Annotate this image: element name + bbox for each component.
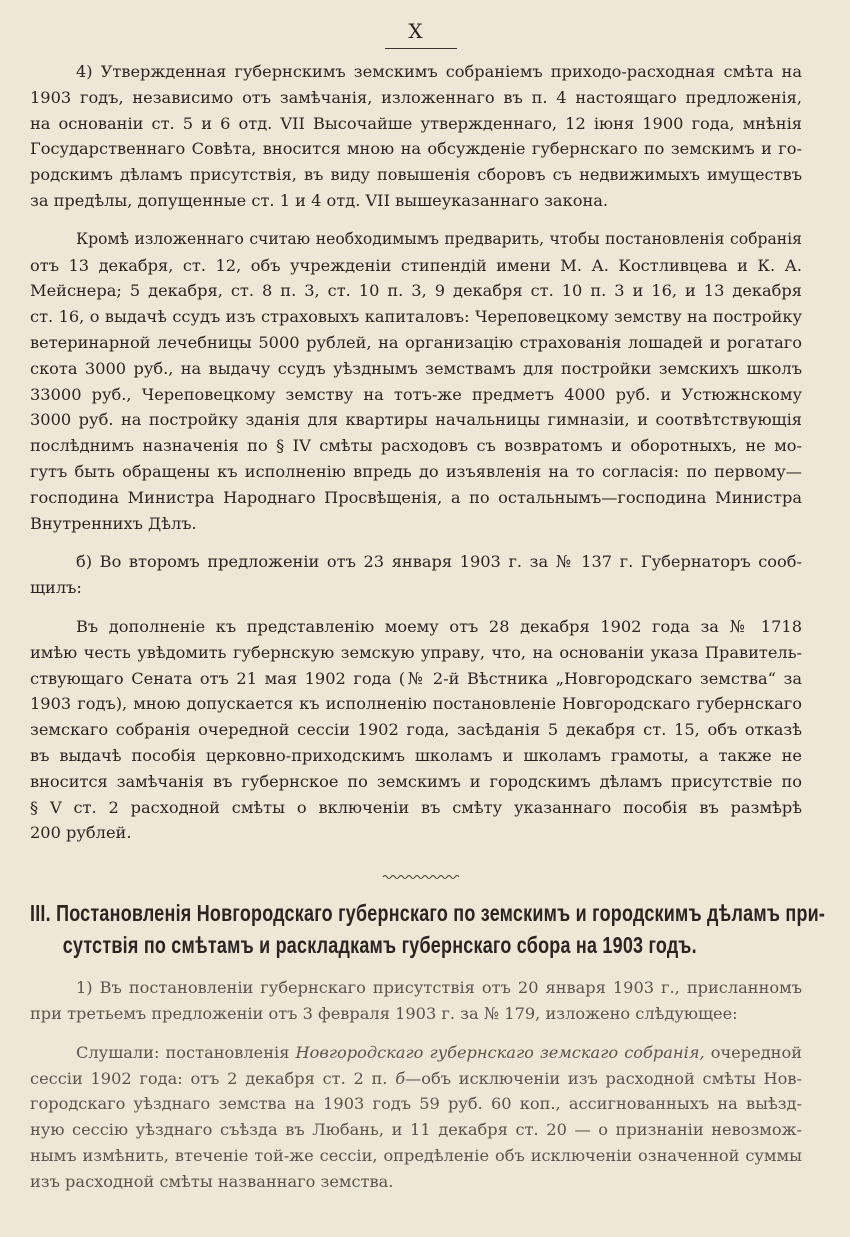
text-line: Кромѣ изложеннаго считаю необходимымъ предварить, чтобы постановленія собранія bbox=[76, 229, 802, 248]
heading-line: III. Постановленія Новгородскаго губернскаго по земскимъ и городскимъ дѣламъ при- bbox=[30, 900, 826, 927]
text-line: щилъ: bbox=[30, 578, 82, 598]
text-line: гутъ быть обращены къ исполненію впредь до изъявленія на то согласія: по первому— bbox=[30, 461, 802, 481]
text-line bbox=[30, 1066, 802, 1092]
text-line: ветеринарной лечебницы 5000 рублей, на организацію страхованія лошадей и рогатаго bbox=[30, 332, 802, 352]
text-line: родскимъ дѣламъ присутствія, въ виду повышенія сборовъ съ недвижимыхъ имуществъ bbox=[30, 165, 802, 185]
page-number: X bbox=[408, 19, 424, 43]
text-line bbox=[30, 1040, 802, 1066]
text-line: Внутреннихъ Дѣлъ. bbox=[30, 513, 197, 533]
italic-run: Новгородскаго губернскаго земскаго собранія, bbox=[295, 1042, 705, 1062]
text-line: господина Министра Народнаго Просвѣщенія, а по остальнымъ—господина Министра bbox=[30, 487, 802, 507]
page-number-rule bbox=[385, 48, 457, 49]
text-line: въ выдачѣ пособія церковно-приходскимъ школамъ и школамъ грамоты, а также не bbox=[30, 745, 802, 765]
text-line: 3000 руб. на постройку зданія для квартиры начальницы гимназіи, и соотвѣтствующія bbox=[30, 410, 802, 430]
text-line: 33000 руб., Череповецкому земству на тотъ-же предметъ 4000 руб. и Устюжнскому bbox=[30, 384, 802, 404]
section-heading bbox=[30, 897, 826, 961]
text-line: Въ дополненіе къ представленію моему отъ 28 декабря 1902 года за № 1718 bbox=[76, 616, 802, 636]
text-run: Слушали: постановленія bbox=[76, 1042, 290, 1062]
text-line: при третьемъ предложеніи отъ 3 февраля 1903 г. за № 179, изложено слѣдующее: bbox=[30, 1003, 738, 1023]
text-run: сессіи 1902 года: отъ 2 декабря ст. 2 п. bbox=[30, 1068, 388, 1088]
text-line: земскаго собранія очередной сессіи 1902 года, засѣданія 5 декабря ст. 15, объ отказѣ bbox=[30, 720, 802, 740]
text-line: отъ 13 декабря, ст. 12, объ учрежденіи стипендій имени М. А. Костливцева и К. А. bbox=[30, 255, 802, 275]
text-line: 1903 годъ), мною допускается къ исполненію постановленіе Новгородскаго губернскаго bbox=[30, 694, 802, 714]
text-line: Мейснера; 5 декабря, ст. 8 п. 3, ст. 10 п. 3, 9 декабря ст. 10 п. 3 и 16, и 13 декабря bbox=[30, 281, 802, 301]
text-line: имѣю честь увѣдомить губернскую земскую управу, что, на основаніи указа Правитель- bbox=[30, 642, 802, 662]
text-line: 200 рублей. bbox=[30, 823, 132, 843]
text-line: ную сессію уѣзднаго съѣзда въ Любань, и 11 декабря ст. 20 — о признаніи невозмож- bbox=[30, 1120, 802, 1140]
text-line: вносится замѣчанія въ губернское по земскимъ и городскимъ дѣламъ присутствіе по bbox=[30, 771, 802, 791]
text-line: Государственнаго Совѣта, вносится мною на обсужденіе губернскаго по земскимъ и го- bbox=[30, 139, 802, 159]
text-line: за предѣлы, допущенные ст. 1 и 4 отд. VII вышеуказаннаго закона. bbox=[30, 190, 609, 210]
paragraph-second-proposal bbox=[30, 549, 802, 601]
text-line: § V ст. 2 расходной смѣты о включеніи въ смѣту указаннаго пособія въ размѣрѣ bbox=[30, 797, 802, 817]
text-line: 1) Въ постановленіи губернскаго присутствія отъ 20 января 1903 г., присланномъ bbox=[76, 978, 802, 998]
text-line: ст. 16, о выдачѣ ссудъ изъ страховыхъ капиталовъ: Череповецкому земству на постройку bbox=[30, 307, 802, 327]
heading-line: сутствія по смѣтамъ и раскладкамъ губернскаго сбора на 1903 годъ. bbox=[62, 932, 697, 959]
text-line: ствующаго Сената отъ 21 мая 1902 года (№ 2-й Вѣстника „Новгородскаго земства“ за bbox=[30, 668, 802, 688]
text-line: городскаго уѣзднаго земства на 1903 годъ 59 руб. 60 коп., ассигнованныхъ на выѣзд- bbox=[30, 1094, 802, 1114]
paragraph-item-4 bbox=[30, 59, 802, 214]
text-line: нымъ измѣнить, втеченіе той-же сессіи, опредѣленіе объ исключеніи означенной суммы bbox=[30, 1145, 802, 1165]
text-line: б) Во второмъ предложеніи отъ 23 января 1903 г. за № 137 г. Губернаторъ сооб- bbox=[76, 552, 802, 572]
paragraph-heard bbox=[30, 1040, 802, 1195]
text-line: изъ расходной смѣты названнаго земства. bbox=[30, 1171, 394, 1191]
text-line: скота 3000 руб., на выдачу ссудъ уѣзднымъ земствамъ для постройки земскихъ школъ bbox=[30, 358, 802, 378]
italic-run: б bbox=[395, 1068, 406, 1088]
wavy-divider-ornament bbox=[382, 867, 460, 877]
text-line: послѣднимъ назначенія по § IV смѣты расходовъ съ возвратомъ и оборотныхъ, не мо- bbox=[30, 436, 802, 456]
text-line: 1903 годъ, независимо отъ замѣчанія, изложеннаго въ п. 4 настоящаго предложенія, bbox=[30, 87, 802, 107]
wavy-line-icon bbox=[382, 872, 460, 882]
paragraph-preconditions bbox=[30, 227, 802, 537]
text-line: на основаніи ст. 5 и 6 отд. VII Высочайше утвержденнаго, 12 іюня 1900 года, мнѣнія bbox=[30, 113, 802, 133]
text-run: очередной bbox=[710, 1042, 802, 1062]
paragraph-governor-quote bbox=[30, 614, 802, 846]
text-run: —объ исключеніи изъ расходной смѣты Нов- bbox=[405, 1068, 802, 1088]
paragraph-resolution-1 bbox=[30, 975, 802, 1027]
text-line: 4) Утвержденная губернскимъ земскимъ собраніемъ приходо-расходная смѣта на bbox=[76, 62, 802, 81]
